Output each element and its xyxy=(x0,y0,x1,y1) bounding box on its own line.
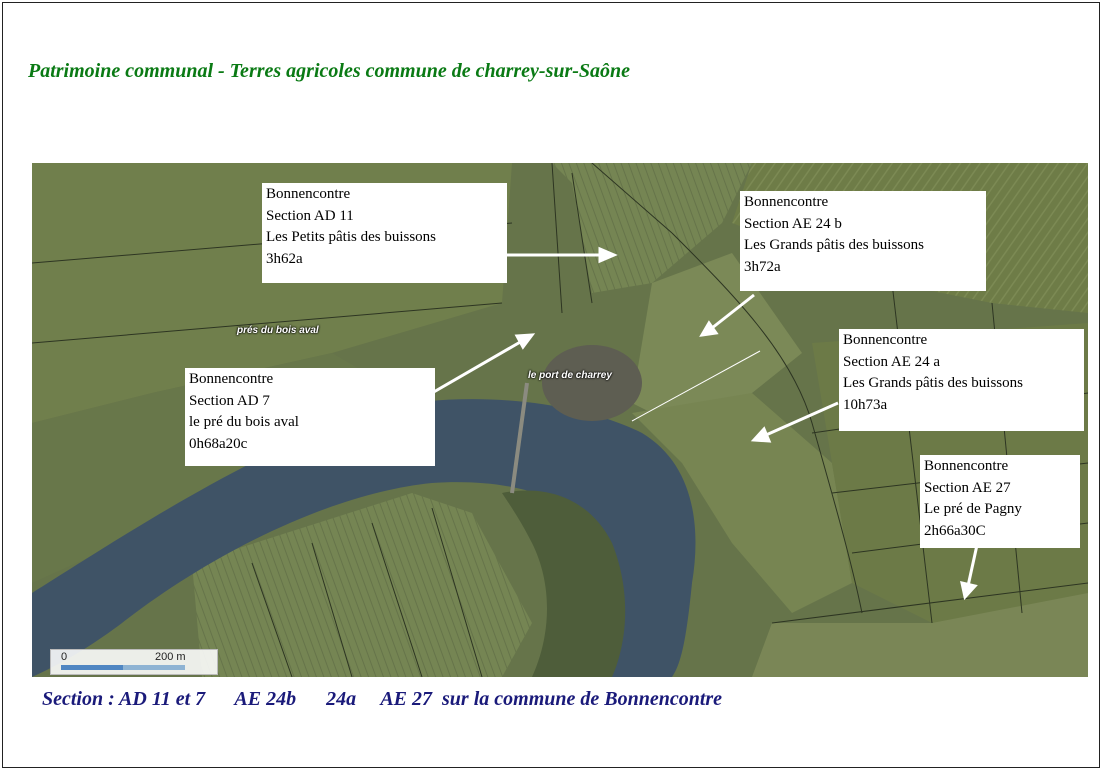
parcel-area: 3h62a xyxy=(266,250,303,267)
village-cluster xyxy=(542,345,642,421)
parcel-area: 10h73a xyxy=(843,396,888,413)
parcel-label-ae24a[interactable] xyxy=(839,329,1084,431)
sections-summary: Section : AD 11 et 7 AE 24b 24a AE 27 sur la commune de Bonnencontre xyxy=(42,688,723,710)
aerial-map[interactable] xyxy=(32,163,1088,677)
parcel-label-ad11[interactable] xyxy=(262,183,507,283)
place-label-pres-du-bois-aval: prés du bois aval xyxy=(237,325,319,336)
scale-bar-graphic xyxy=(61,665,185,670)
parcel-lieu-dit: Les Grands pâtis des buissons xyxy=(744,237,924,253)
parcel-commune: Bonnencontre xyxy=(924,458,1009,474)
parcel-section: Section AE 27 xyxy=(924,479,1011,496)
parcel-section: Section AE 24 a xyxy=(843,353,941,370)
parcel-commune: Bonnencontre xyxy=(189,371,274,387)
scale-start-label: 0 xyxy=(61,651,68,663)
parcel-lieu-dit: Les Grands pâtis des buissons xyxy=(843,375,1023,391)
parcel-area: 0h68a20c xyxy=(189,435,248,452)
scale-end-label: 200 m xyxy=(155,651,186,663)
parcel-commune: Bonnencontre xyxy=(266,186,351,202)
parcel-lieu-dit: le pré du bois aval xyxy=(189,414,299,430)
parcel-commune: Bonnencontre xyxy=(744,194,829,210)
place-label-port-de-charrey: le port de charrey xyxy=(528,370,612,381)
parcel-lieu-dit: Les Petits pâtis des buissons xyxy=(266,229,437,245)
parcel-label-ad7[interactable] xyxy=(185,368,435,466)
parcel-section: Section AD 7 xyxy=(189,392,270,409)
parcel-section: Section AE 24 b xyxy=(744,215,842,232)
parcel-lieu-dit: Le pré de Pagny xyxy=(924,501,1022,517)
parcel-area: 2h66a30C xyxy=(924,522,986,539)
parcel-label-ae24b[interactable] xyxy=(740,191,986,291)
page-title: Patrimoine communal - Terres agricoles commune de charrey-sur-Saône xyxy=(28,60,631,82)
parcel-label-ae27[interactable] xyxy=(920,455,1080,548)
parcel-commune: Bonnencontre xyxy=(843,332,928,348)
parcel-area: 3h72a xyxy=(744,258,781,275)
parcel-section: Section AD 11 xyxy=(266,207,354,224)
scale-bar xyxy=(50,649,218,675)
